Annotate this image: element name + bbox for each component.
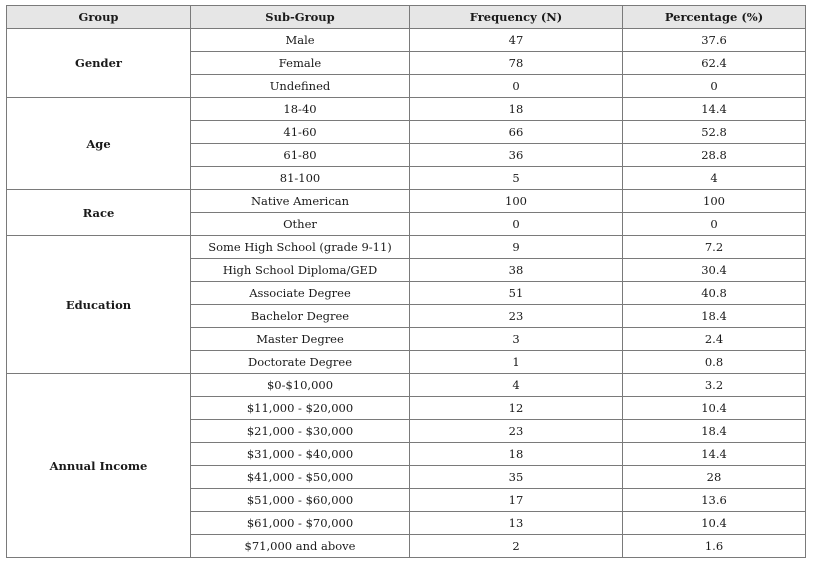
frequency-cell: 5 xyxy=(410,167,623,190)
table-container xyxy=(6,5,806,558)
frequency-cell: 0 xyxy=(410,213,623,236)
percentage-cell: 14.4 xyxy=(623,443,806,466)
percentage-cell: 40.8 xyxy=(623,282,806,305)
frequency-cell: 18 xyxy=(410,98,623,121)
subgroup-cell: Associate Degree xyxy=(191,282,410,305)
percentage-cell: 18.4 xyxy=(623,305,806,328)
table-row xyxy=(7,374,806,397)
subgroup-cell: Undefined xyxy=(191,75,410,98)
frequency-cell: 100 xyxy=(410,190,623,213)
header-frequency: Frequency (N) xyxy=(410,6,623,29)
percentage-cell: 10.4 xyxy=(623,397,806,420)
group-cell: Age xyxy=(7,98,191,190)
frequency-cell: 78 xyxy=(410,52,623,75)
group-cell: Annual Income xyxy=(7,374,191,558)
percentage-cell: 0 xyxy=(623,75,806,98)
group-cell: Gender xyxy=(7,29,191,98)
table-header xyxy=(7,6,806,29)
table-body xyxy=(7,29,806,558)
frequency-cell: 12 xyxy=(410,397,623,420)
demographics-table xyxy=(6,5,806,558)
table-row xyxy=(7,190,806,213)
subgroup-cell: $31,000 - $40,000 xyxy=(191,443,410,466)
percentage-cell: 30.4 xyxy=(623,259,806,282)
percentage-cell: 28.8 xyxy=(623,144,806,167)
header-subgroup: Sub-Group xyxy=(191,6,410,29)
subgroup-cell: Native American xyxy=(191,190,410,213)
percentage-cell: 100 xyxy=(623,190,806,213)
subgroup-cell: Doctorate Degree xyxy=(191,351,410,374)
frequency-cell: 1 xyxy=(410,351,623,374)
percentage-cell: 14.4 xyxy=(623,98,806,121)
frequency-cell: 9 xyxy=(410,236,623,259)
frequency-cell: 18 xyxy=(410,443,623,466)
percentage-cell: 1.6 xyxy=(623,535,806,558)
header-group: Group xyxy=(7,6,191,29)
subgroup-cell: Female xyxy=(191,52,410,75)
table-row xyxy=(7,98,806,121)
table-row xyxy=(7,29,806,52)
frequency-cell: 36 xyxy=(410,144,623,167)
frequency-cell: 23 xyxy=(410,305,623,328)
subgroup-cell: 61-80 xyxy=(191,144,410,167)
percentage-cell: 10.4 xyxy=(623,512,806,535)
table-row xyxy=(7,236,806,259)
percentage-cell: 0 xyxy=(623,213,806,236)
frequency-cell: 23 xyxy=(410,420,623,443)
percentage-cell: 3.2 xyxy=(623,374,806,397)
subgroup-cell: $61,000 - $70,000 xyxy=(191,512,410,535)
percentage-cell: 62.4 xyxy=(623,52,806,75)
percentage-cell: 4 xyxy=(623,167,806,190)
subgroup-cell: Other xyxy=(191,213,410,236)
frequency-cell: 17 xyxy=(410,489,623,512)
subgroup-cell: 18-40 xyxy=(191,98,410,121)
percentage-cell: 52.8 xyxy=(623,121,806,144)
frequency-cell: 4 xyxy=(410,374,623,397)
subgroup-cell: $41,000 - $50,000 xyxy=(191,466,410,489)
subgroup-cell: $51,000 - $60,000 xyxy=(191,489,410,512)
percentage-cell: 18.4 xyxy=(623,420,806,443)
frequency-cell: 3 xyxy=(410,328,623,351)
subgroup-cell: Bachelor Degree xyxy=(191,305,410,328)
frequency-cell: 51 xyxy=(410,282,623,305)
group-cell: Race xyxy=(7,190,191,236)
percentage-cell: 2.4 xyxy=(623,328,806,351)
header-row xyxy=(7,6,806,29)
subgroup-cell: $21,000 - $30,000 xyxy=(191,420,410,443)
header-percentage: Percentage (%) xyxy=(623,6,806,29)
group-cell: Education xyxy=(7,236,191,374)
subgroup-cell: 81-100 xyxy=(191,167,410,190)
frequency-cell: 0 xyxy=(410,75,623,98)
subgroup-cell: $11,000 - $20,000 xyxy=(191,397,410,420)
percentage-cell: 7.2 xyxy=(623,236,806,259)
frequency-cell: 13 xyxy=(410,512,623,535)
subgroup-cell: 41-60 xyxy=(191,121,410,144)
percentage-cell: 13.6 xyxy=(623,489,806,512)
frequency-cell: 66 xyxy=(410,121,623,144)
percentage-cell: 28 xyxy=(623,466,806,489)
percentage-cell: 0.8 xyxy=(623,351,806,374)
frequency-cell: 38 xyxy=(410,259,623,282)
subgroup-cell: Male xyxy=(191,29,410,52)
subgroup-cell: High School Diploma/GED xyxy=(191,259,410,282)
frequency-cell: 47 xyxy=(410,29,623,52)
subgroup-cell: Some High School (grade 9-11) xyxy=(191,236,410,259)
subgroup-cell: $0-$10,000 xyxy=(191,374,410,397)
frequency-cell: 2 xyxy=(410,535,623,558)
subgroup-cell: $71,000 and above xyxy=(191,535,410,558)
percentage-cell: 37.6 xyxy=(623,29,806,52)
frequency-cell: 35 xyxy=(410,466,623,489)
subgroup-cell: Master Degree xyxy=(191,328,410,351)
